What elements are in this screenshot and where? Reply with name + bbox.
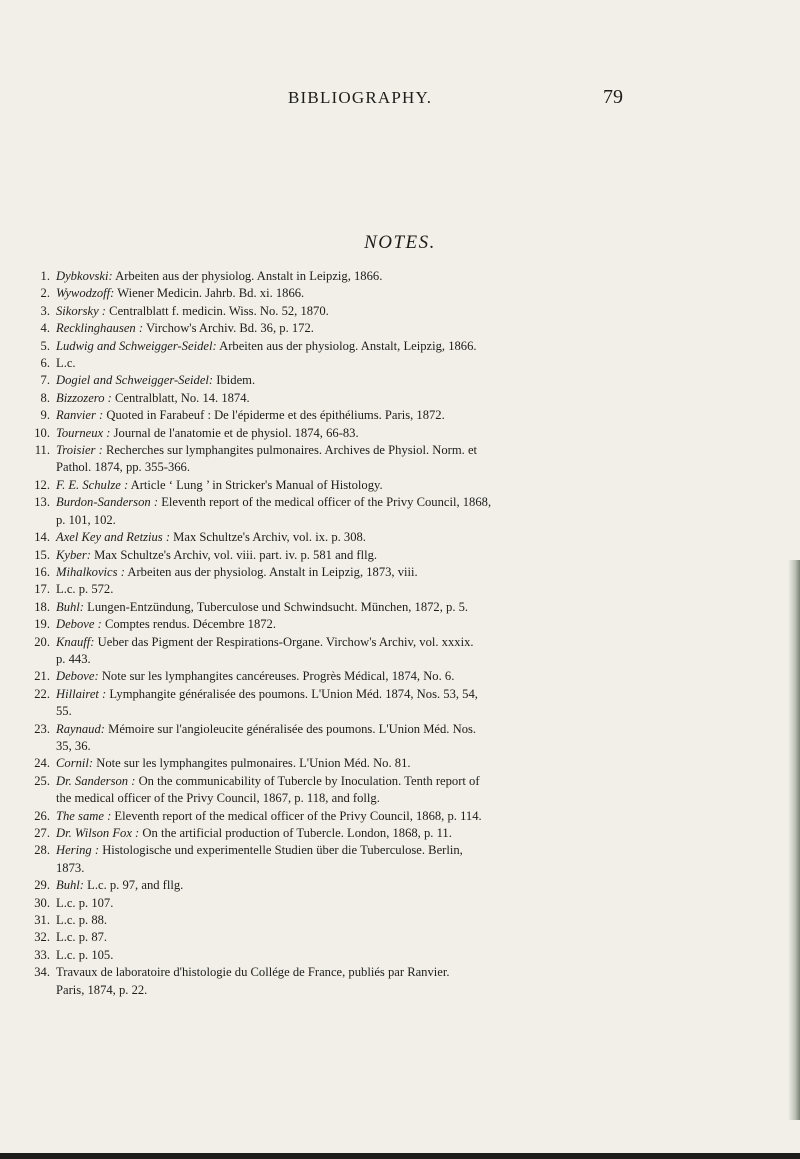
note-text xyxy=(56,564,544,581)
note-item xyxy=(34,808,544,825)
note-item xyxy=(34,877,544,894)
note-text-continuation xyxy=(56,738,544,755)
note-body: Recherches sur lymphangites pulmonaires. Archives de Physiol. Norm. et xyxy=(105,443,478,458)
note-number: 21. xyxy=(34,669,50,684)
note-item xyxy=(40,303,544,320)
note-body: Mémoire sur l'angioleucite généralisée des poumons. L'Union Méd. Nos. xyxy=(108,721,477,736)
note-number: 20. xyxy=(34,634,50,649)
note-author: Hillairet : xyxy=(56,686,107,701)
note-number: 15. xyxy=(34,547,50,562)
note-body: Journal de l'anatomie et de physiol. 1874, 66-83. xyxy=(113,425,359,440)
note-body: Virchow's Archiv. Bd. 36, p. 172. xyxy=(146,321,314,336)
note-text xyxy=(56,372,544,389)
note-text xyxy=(56,355,544,372)
note-text-continuation xyxy=(56,982,544,999)
note-body: On the artificial production of Tubercle. London, 1868, p. 11. xyxy=(142,826,452,840)
note-item xyxy=(34,425,544,442)
note-number: 31. xyxy=(34,913,50,928)
note-body: L.c. p. 105. xyxy=(56,947,114,962)
note-body: Ueber das Pigment der Respirations-Organe. Virchow's Archiv, vol. xxxix. xyxy=(97,634,474,649)
note-text xyxy=(56,547,544,564)
note-text-continuation xyxy=(56,512,544,529)
note-text xyxy=(56,390,544,407)
note-number: 14. xyxy=(34,530,50,545)
note-text xyxy=(56,686,544,703)
note-author: Debove : xyxy=(56,617,102,632)
note-item xyxy=(34,721,544,756)
note-number: 7. xyxy=(40,373,50,388)
note-number: 3. xyxy=(40,303,50,318)
note-text xyxy=(56,877,544,894)
note-author: Sikorsky : xyxy=(56,303,107,318)
note-item xyxy=(34,773,544,808)
note-number: 4. xyxy=(40,321,50,336)
note-author: Cornil: xyxy=(56,756,94,771)
note-body: Max Schultze's Archiv, vol. viii. part. iv. p. 581 and fllg. xyxy=(94,547,378,562)
running-title: BIBLIOGRAPHY. xyxy=(288,88,433,107)
note-item xyxy=(34,564,544,581)
note-item xyxy=(34,755,544,772)
note-body: L.c. p. 107. xyxy=(56,895,114,910)
note-author: Dr. Sanderson : xyxy=(56,773,136,788)
note-body: Arbeiten aus der physiolog. Anstalt in Leipzig, 1866. xyxy=(115,269,383,283)
note-text xyxy=(56,338,544,355)
note-body: L.c. xyxy=(56,356,76,371)
note-number: 11. xyxy=(34,443,50,458)
note-number: 12. xyxy=(34,477,50,492)
note-item xyxy=(40,407,544,424)
note-author: Dr. Wilson Fox : xyxy=(56,826,140,840)
note-author: Hering : xyxy=(56,843,100,858)
note-item xyxy=(34,477,544,494)
notes-list xyxy=(0,268,578,999)
note-item xyxy=(40,390,544,407)
note-text xyxy=(56,912,544,929)
note-text xyxy=(56,808,544,825)
note-item xyxy=(40,372,544,389)
note-text xyxy=(56,425,544,442)
note-number: 27. xyxy=(34,826,50,840)
note-number: 5. xyxy=(40,338,50,353)
note-item xyxy=(40,355,544,372)
note-number: 1. xyxy=(40,269,50,283)
note-text-continuation xyxy=(56,860,544,877)
note-item xyxy=(40,268,544,285)
note-body: Comptes rendus. Décembre 1872. xyxy=(104,617,276,632)
note-body: On the communicability of Tubercle by Inoculation. Tenth report of xyxy=(138,773,480,788)
note-body: L.c. p. 87. xyxy=(56,930,108,945)
note-item xyxy=(34,616,544,633)
note-text xyxy=(56,442,544,459)
note-number: 30. xyxy=(34,895,50,910)
note-body: Histologische und experimentelle Studien über die Tuberculose. Berlin, xyxy=(102,843,463,858)
page-edge-shadow xyxy=(788,560,800,1120)
note-number: 24. xyxy=(34,756,50,771)
note-item xyxy=(34,599,544,616)
note-text xyxy=(56,634,544,651)
note-number: 17. xyxy=(34,582,50,597)
note-text xyxy=(56,494,544,511)
page-number: 79 xyxy=(603,86,623,108)
note-body: Article ‘ Lung ’ in Stricker's Manual of Histology. xyxy=(130,477,383,492)
note-item xyxy=(34,581,544,598)
note-number: 22. xyxy=(34,686,50,701)
note-text xyxy=(56,929,544,946)
note-body: Eleventh report of the medical officer of the Privy Council, 1868, xyxy=(161,495,492,510)
note-item xyxy=(34,842,544,877)
note-body: Ibidem. xyxy=(216,373,256,388)
note-number: 26. xyxy=(34,808,50,823)
note-author: Bizzozero : xyxy=(56,390,112,405)
note-item xyxy=(34,964,544,999)
note-author: Ludwig and Schweigger-Seidel: xyxy=(56,338,217,353)
note-item xyxy=(34,825,544,842)
note-text xyxy=(56,477,544,494)
note-text xyxy=(56,825,544,842)
note-number: 28. xyxy=(34,843,50,858)
note-number: 10. xyxy=(34,425,50,440)
notes-heading: NOTES. xyxy=(364,232,436,253)
note-text xyxy=(56,773,544,790)
note-author: Ranvier : xyxy=(56,408,104,423)
note-text-continuation xyxy=(56,459,544,476)
note-number: 23. xyxy=(34,721,50,736)
note-body: Paris, 1874, p. 22. xyxy=(56,982,148,997)
note-item xyxy=(34,947,544,964)
note-author: The same : xyxy=(56,808,112,823)
note-text xyxy=(56,599,544,616)
note-body: Lungen-Entzündung, Tuberculose und Schwindsucht. München, 1872, p. 5. xyxy=(87,599,469,614)
note-author: Dybkovski: xyxy=(56,269,113,283)
note-number: 8. xyxy=(40,390,50,405)
note-item xyxy=(34,634,544,669)
note-body: Pathol. 1874, pp. 355-366. xyxy=(56,460,190,475)
note-text-continuation xyxy=(56,790,544,807)
note-text xyxy=(56,668,544,685)
note-author: Debove: xyxy=(56,669,99,684)
note-author: Recklinghausen : xyxy=(56,321,144,336)
note-item xyxy=(34,547,544,564)
note-text xyxy=(56,616,544,633)
note-text xyxy=(56,268,544,285)
note-item xyxy=(34,442,544,477)
note-item xyxy=(34,494,544,529)
note-text xyxy=(56,755,544,772)
note-author: Buhl: xyxy=(56,878,84,893)
note-text xyxy=(56,581,544,598)
note-text xyxy=(56,285,544,302)
note-body: Note sur les lymphangites pulmonaires. L'Union Méd. No. 81. xyxy=(96,756,411,771)
note-body: p. 443. xyxy=(56,651,91,666)
note-number: 34. xyxy=(34,965,50,980)
note-body: the medical officer of the Privy Council, 1867, p. 118, and follg. xyxy=(56,791,380,806)
note-item xyxy=(40,320,544,337)
note-item xyxy=(34,912,544,929)
note-text-continuation xyxy=(56,651,544,668)
note-body: L.c. p. 88. xyxy=(56,913,108,928)
note-number: 19. xyxy=(34,617,50,632)
note-author: Tourneux : xyxy=(56,425,111,440)
note-body: Lymphangite généralisée des poumons. L'Union Méd. 1874, Nos. 53, 54, xyxy=(109,686,478,701)
note-text xyxy=(56,721,544,738)
note-author: Kyber: xyxy=(56,547,91,562)
note-body: Eleventh report of the medical officer of the Privy Council, 1868, p. 114. xyxy=(114,808,482,823)
note-item xyxy=(40,338,544,355)
note-text xyxy=(56,964,544,981)
note-number: 6. xyxy=(40,356,50,371)
note-body: L.c. p. 572. xyxy=(56,582,114,597)
note-body: Centralblatt f. medicin. Wiss. No. 52, 1870. xyxy=(109,303,329,318)
note-author: Mihalkovics : xyxy=(56,564,125,579)
note-text xyxy=(56,320,544,337)
note-text xyxy=(56,407,544,424)
note-number: 18. xyxy=(34,599,50,614)
note-author: Raynaud: xyxy=(56,721,105,736)
note-author: Dogiel and Schweigger-Seidel: xyxy=(56,373,214,388)
note-text xyxy=(56,529,544,546)
note-body: Centralblatt, No. 14. 1874. xyxy=(115,390,250,405)
note-text-continuation xyxy=(56,703,544,720)
note-item xyxy=(34,668,544,685)
note-author: Axel Key and Retzius : xyxy=(56,530,171,545)
note-number: 13. xyxy=(34,495,50,510)
note-item xyxy=(34,929,544,946)
note-item xyxy=(40,285,544,302)
note-item xyxy=(34,529,544,546)
note-author: Wywodzoff: xyxy=(56,286,115,301)
note-item xyxy=(34,686,544,721)
note-number: 2. xyxy=(40,286,50,301)
note-text xyxy=(56,947,544,964)
note-number: 25. xyxy=(34,773,50,788)
note-body: 35, 36. xyxy=(56,738,91,753)
note-author: Burdon-Sanderson : xyxy=(56,495,159,510)
note-body: 55. xyxy=(56,704,72,719)
note-author: F. E. Schulze : xyxy=(56,477,129,492)
note-number: 33. xyxy=(34,947,50,962)
note-text xyxy=(56,895,544,912)
note-text xyxy=(56,842,544,859)
note-number: 29. xyxy=(34,878,50,893)
note-body: Quoted in Farabeuf : De l'épiderme et des épithéliums. Paris, 1872. xyxy=(106,408,445,423)
note-body: 1873. xyxy=(56,860,85,875)
note-number: 9. xyxy=(40,408,50,423)
note-number: 16. xyxy=(34,564,50,579)
note-body: Travaux de laboratoire d'histologie du Collége de France, publiés par Ranvier. xyxy=(56,965,450,980)
note-body: L.c. p. 97, and fllg. xyxy=(87,878,184,893)
note-author: Troisier : xyxy=(56,443,103,458)
note-body: Arbeiten aus der physiolog. Anstalt, Leipzig, 1866. xyxy=(219,338,477,353)
page-bottom-edge xyxy=(0,1153,800,1159)
note-body: Max Schultze's Archiv, vol. ix. p. 308. xyxy=(173,530,366,545)
note-body: Wiener Medicin. Jahrb. Bd. xi. 1866. xyxy=(117,286,305,301)
note-author: Knauff: xyxy=(56,634,95,649)
note-body: Arbeiten aus der physiolog. Anstalt in Leipzig, 1873, viii. xyxy=(127,564,418,579)
note-text xyxy=(56,303,544,320)
page-header xyxy=(0,88,800,112)
note-body: Note sur les lymphangites cancéreuses. Progrès Médical, 1874, No. 6. xyxy=(101,669,455,684)
note-number: 32. xyxy=(34,930,50,945)
note-body: p. 101, 102. xyxy=(56,512,116,527)
note-author: Buhl: xyxy=(56,599,84,614)
note-item xyxy=(34,895,544,912)
